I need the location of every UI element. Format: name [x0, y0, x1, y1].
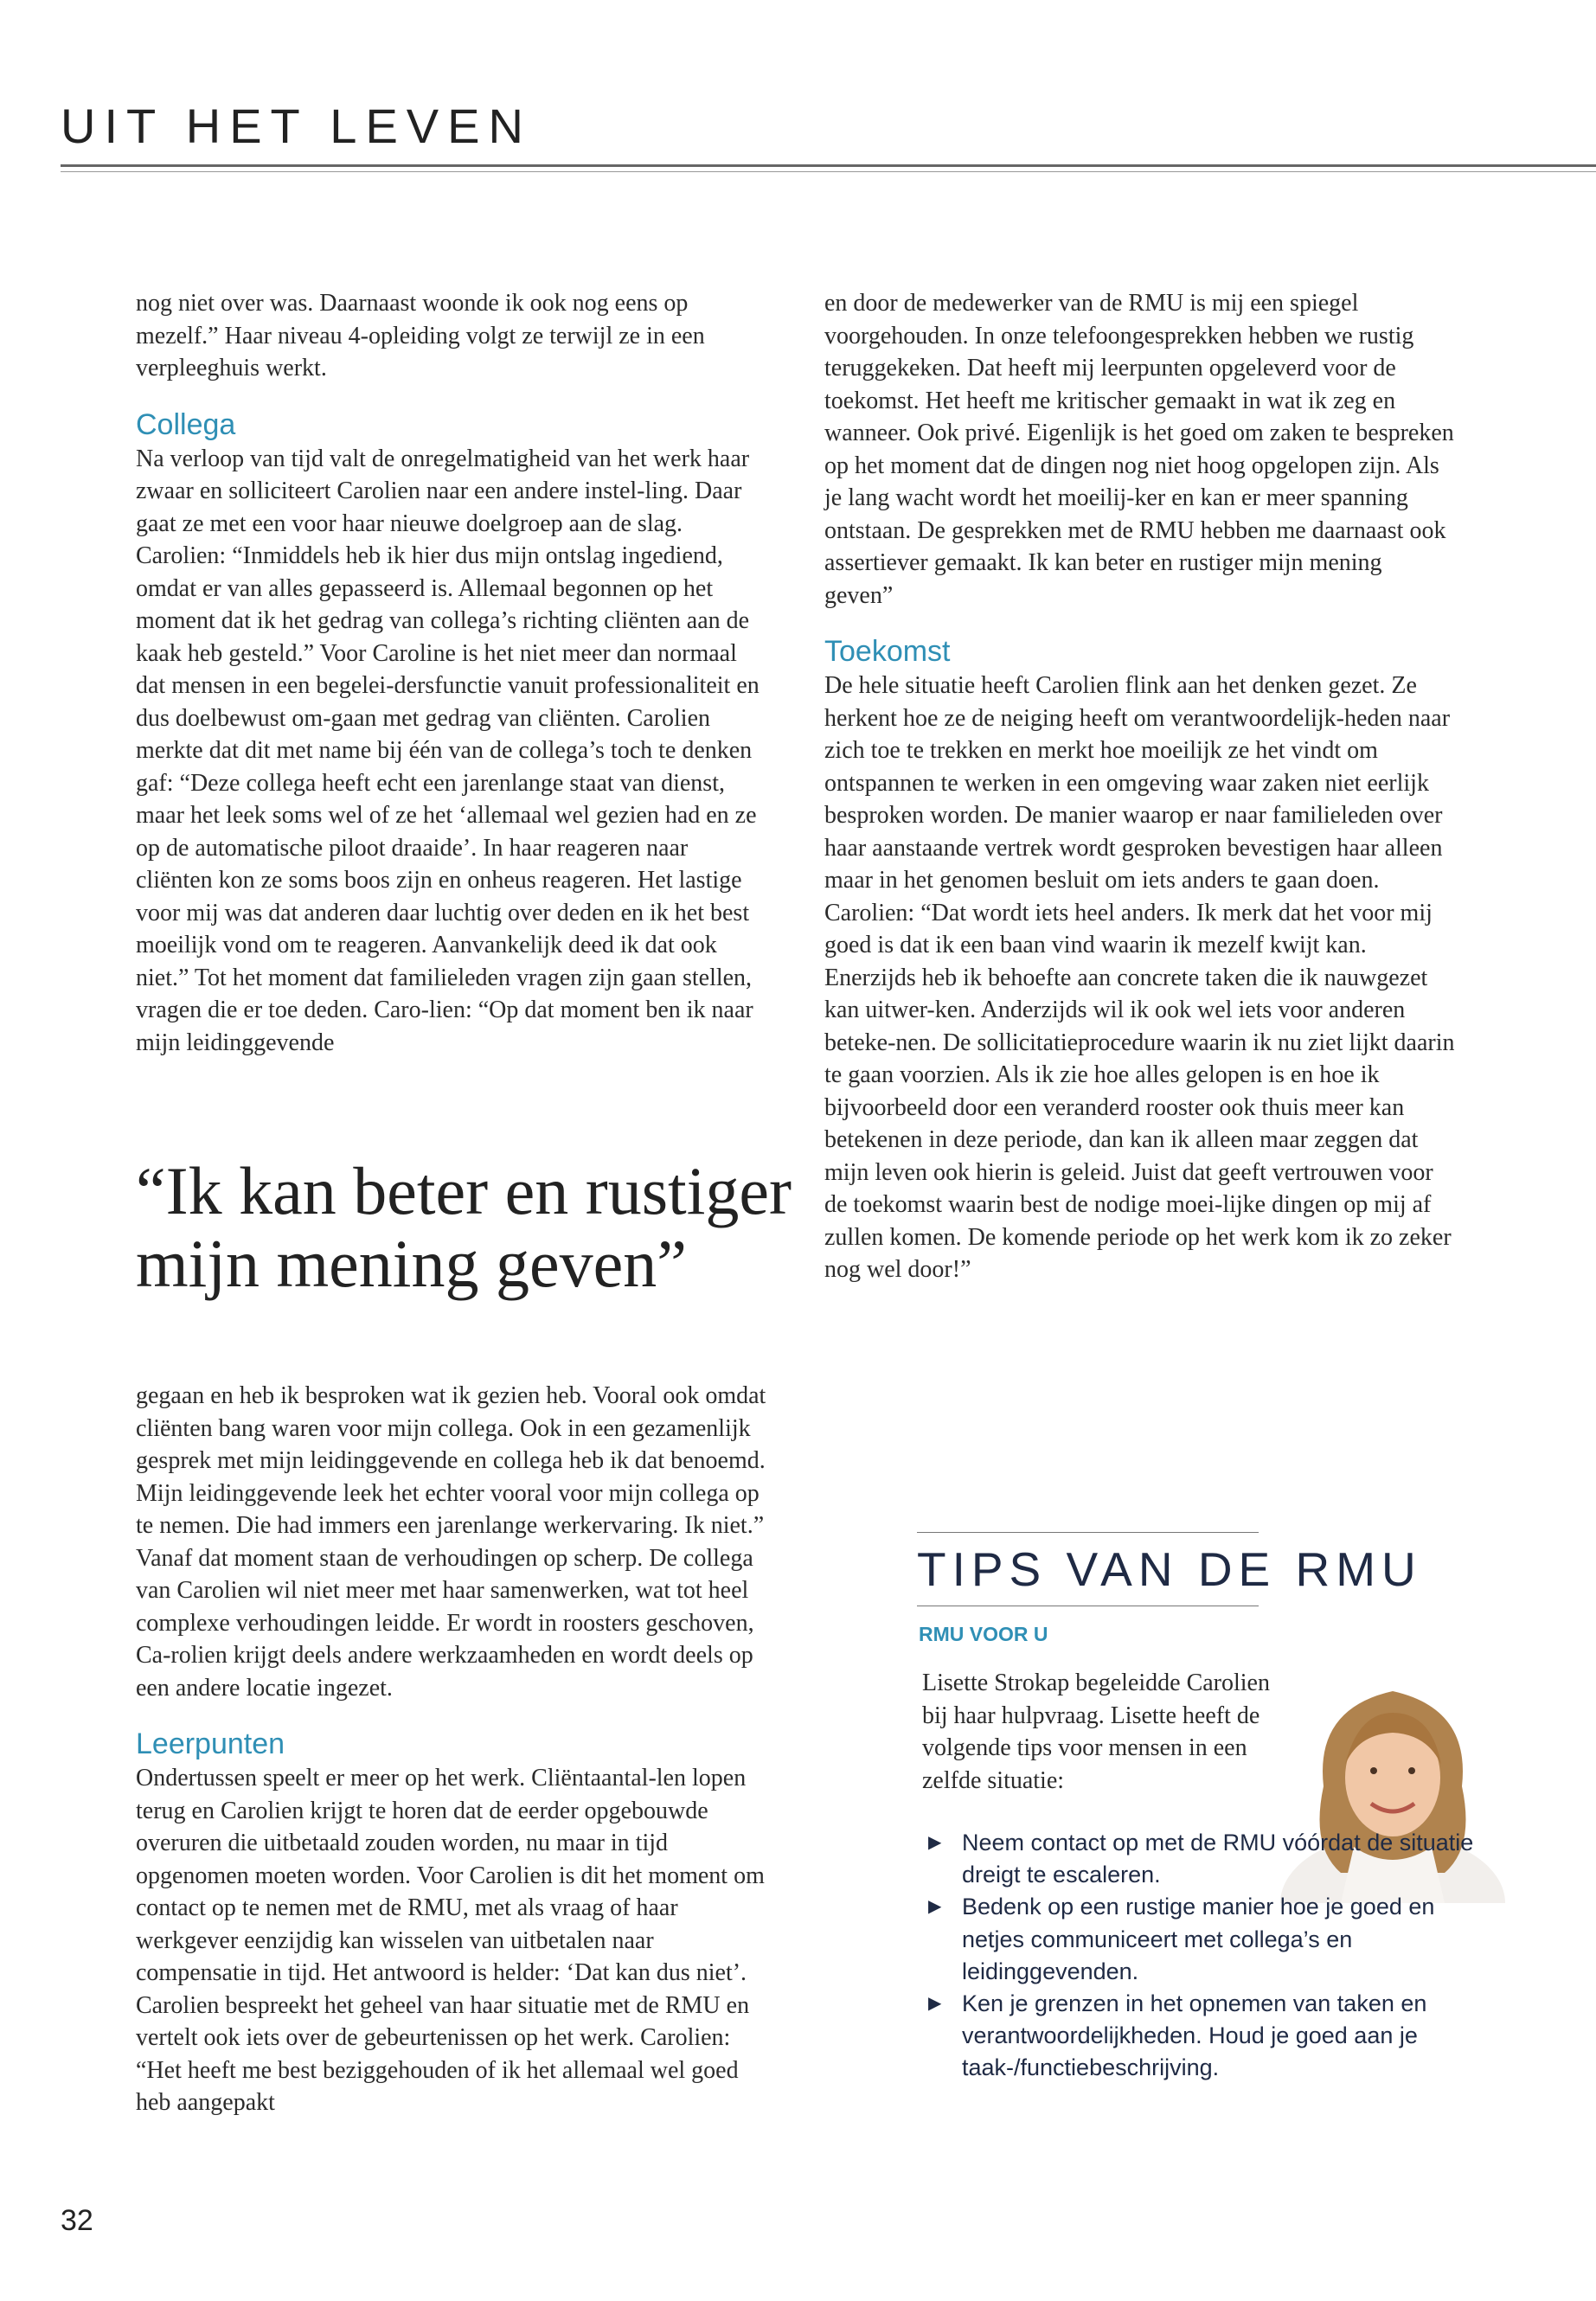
tips-title: TIPS VAN DE RMU [917, 1542, 1422, 1596]
triangle-bullet-icon: ▶ [928, 1897, 942, 1917]
tips-intro: Lisette Strokap begeleidde Carolien bij haar hulpvraag. Lisette heeft de volgende tips voor mensen in een zelfde situatie: [922, 1670, 1270, 1794]
header-rule-thin [61, 171, 1596, 172]
tips-rule-top [917, 1532, 1259, 1533]
article-column-3 [136, 1380, 767, 2119]
triangle-bullet-icon: ▶ [928, 1994, 942, 2014]
section-title: UIT HET LEVEN [61, 99, 532, 153]
paragraph: De hele situatie heeft Carolien flink aan het denken gezet. Ze herkent hoe ze de neiging heeft om verantwoordelijk-heden naar zich toe te trekken en merkt hoe moeilijk ze het vindt om ontspannen te werken in een omgeving waar zaken niet eerlijk besproken worden. De manier waarop er naar familieleden over haar aanstaande vertrek wordt gesproken bevestigen haar alleen maar in het genomen besluit om iets anders te gaan doen. Carolien: “Dat wordt iets heel anders. Ik merk dat het voor mij goed is dat ik een baan vind waarin ik mezelf kwijt kan. Enerzijds heb ik behoefte aan concrete taken die ik nauwgezet kan uitwer-ken. Anderzijds wil ik ook wel iets voor anderen beteke-nen. De sollicitatieprocedure waarin ik nu ziet lijkt daarin te gaan voorzien. Als ik zie hoe alles gelopen is en hoe ik bijvoorbeeld door een veranderd rooster ook thuis meer kan betekenen in deze periode, dan kan ik alleen maar zeggen dat mijn leven ook hierin is geleid. Juist dat geeft vertrouwen voor de toekomst waarin best de nodige moei-lijke dingen op mij af zullen komen. De komende periode op het werk kom ik zo zeker nog wel door!” [824, 672, 1455, 1283]
paragraph: gegaan en heb ik besproken wat ik gezien heb. Vooral ook omdat cliënten bang waren voor mijn collega. Ook in een gezamenlijk gesprek met mijn leidinggevende en collega heb ik dat benoemd. Mijn leidinggevende leek het echter vooral voor mijn collega op te nemen. Die had immers een jarenlange werkervaring. Ik niet.” Vanaf dat moment staan de verhoudingen op scherp. De collega van Carolien wil niet meer met haar samenwerken, wat tot heel complexe verhoudingen leidde. Er wordt in roosters geschoven, Ca-rolien krijgt deels andere werkzaamheden en wordt deels op een andere locatie ingezet. [136, 1382, 766, 1702]
article-column-2 [824, 287, 1456, 1286]
subheading-leerpunten: Leerpunten [136, 1727, 285, 1760]
list-item: ▶ Neem contact op met de RMU vóórdat de situatie dreigt te escaleren. [928, 1827, 1490, 1891]
triangle-bullet-icon: ▶ [928, 1833, 942, 1852]
list-item: ▶ Ken je grenzen in het opnemen van taken en verantwoordelijkheden. Houd je goed aan je taak-/functiebeschrijving. [928, 1988, 1490, 2085]
tips-subtitle: RMU VOOR U [919, 1623, 1048, 1645]
subheading-collega: Collega [136, 407, 236, 441]
tips-list [928, 1827, 1490, 2085]
page-number: 32 [61, 2204, 93, 2237]
pull-quote: “Ik kan beter en rustiger mijn mening geven” [136, 1153, 792, 1301]
paragraph: nog niet over was. Daarnaast woonde ik ook nog eens op mezelf.” Haar niveau 4-opleiding volgt ze terwijl ze in een verpleeghuis werkt. [136, 290, 705, 381]
header-rule [61, 164, 1596, 167]
article-column-1 [136, 287, 767, 1059]
list-item: ▶ Bedenk op een rustige manier hoe je goed en netjes communiceert met collega’s en leidinggevenden. [928, 1891, 1490, 1988]
paragraph: Na verloop van tijd valt de onregelmatigheid van het werk haar zwaar en solliciteert Carolien naar een andere instel-ling. Daar gaat ze met een voor haar nieuwe doelgroep aan de slag. Carolien: “Inmiddels heb ik hier dus mijn ontslag ingediend, omdat er van alles gepasseerd is. Allemaal begonnen op het moment dat ik het gedrag van collega’s richting cliënten aan de kaak heb gesteld.” Voor Caroline is het niet meer dan normaal dat mensen in een begelei-dersfunctie vanuit professionaliteit en dus doelbewust om-gaan met gedrag van cliënten. Carolien merkte dat dit met name bij één van de collega’s toch te denken gaf: “Deze collega heeft echt een jarenlange staat van dienst, maar het leek soms wel of ze het ‘allemaal wel gezien had en ze op de automatische piloot draaide’. In haar reageren naar cliënten kon ze soms boos zijn en onheus reageren. Het lastige voor mij was dat anderen daar luchtig over deden en ik het best moeilijk vond om te reageren. Aanvankelijk deed ik dat ook niet.” Tot het moment dat familieleden vragen zijn gaan stellen, vragen die er toe deden. Caro-lien: “Op dat moment ben ik naar mijn leidinggevende [136, 445, 760, 1056]
paragraph: en door de medewerker van de RMU is mij een spiegel voorgehouden. In onze telefoongesprekken hebben we rustig teruggekeken. Dat heeft mij leerpunten opgeleverd voor de toekomst. Het heeft me kritischer gemaakt in wat ik zeg en wanneer. Ook privé. Eigenlijk is het goed om zaken te bespreken op het moment dat de dingen nog niet hoog opgelopen zijn. Als je lang wacht wordt het moeilij-ker en kan er meer spanning ontstaan. De gesprekken met de RMU hebben me daarnaast ook assertiever gemaakt. Ik kan beter en rustiger mijn mening geven” [824, 290, 1454, 609]
paragraph: Ondertussen speelt er meer op het werk. Cliëntaantal-len lopen terug en Carolien krijgt te horen dat de eerder opgebouwde overuren die uitbetaald zouden worden, nu maar in tijd opgenomen moeten worden. Voor Carolien is dit het moment om contact op te nemen met de RMU, met als vraag of haar werkgever eenzijdig kan wisselen van uitbetalen naar compensatie in tijd. Het antwoord is helder: ‘Dat kan dus niet’. Carolien bespreekt het geheel van haar situatie met de RMU en vertelt ook iets over de gebeurtenissen op het werk. Carolien: “Het heeft me best beziggehouden of ik het allemaal wel goed heb aangepakt [136, 1765, 765, 2116]
subheading-toekomst: Toekomst [824, 635, 951, 668]
